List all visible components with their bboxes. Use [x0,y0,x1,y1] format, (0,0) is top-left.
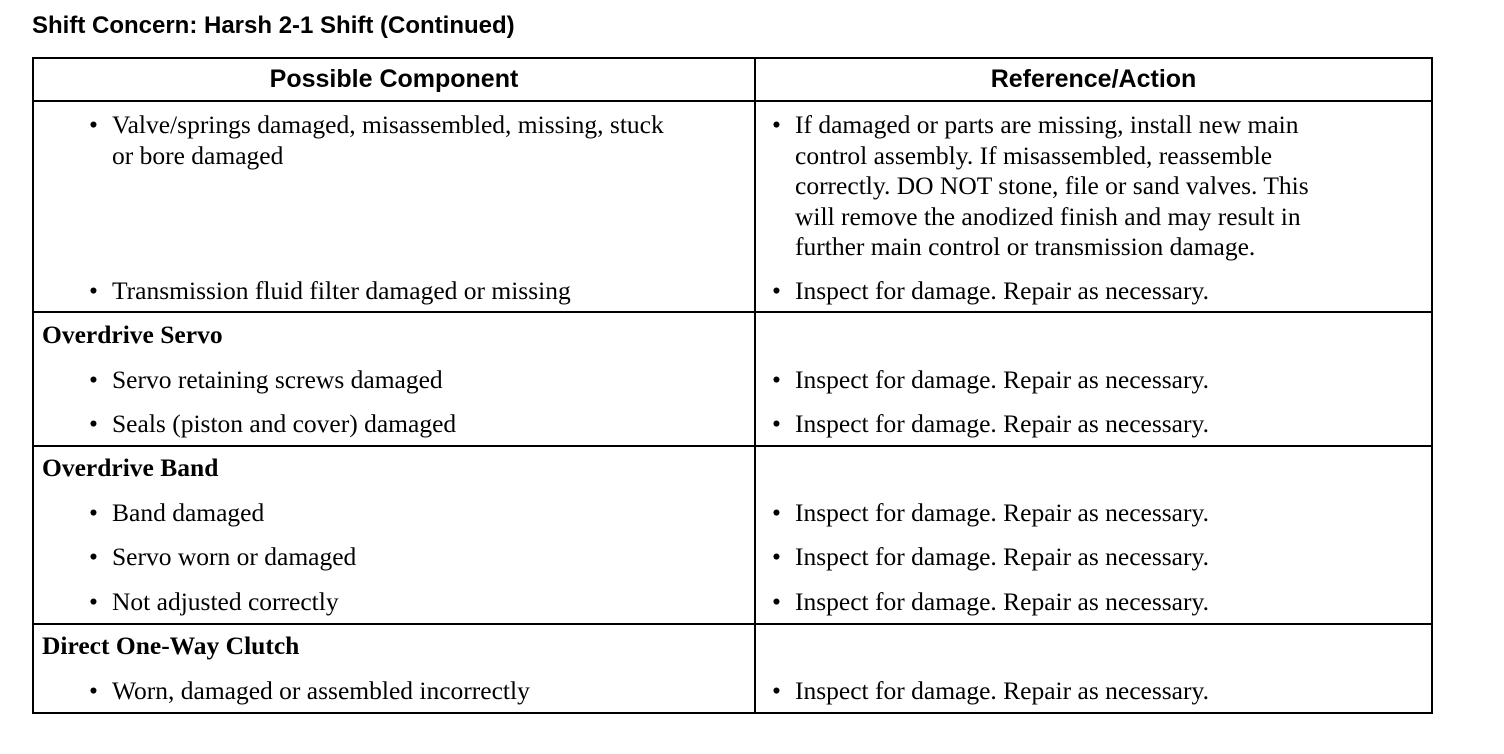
page-title: Shift Concern: Harsh 2-1 Shift (Continued) [32,12,515,39]
text-line: Valve/springs damaged, misassembled, missing, stuck [112,110,664,139]
bullet: • [772,276,781,305]
text-line: control assembly. If misassembled, reassemble [795,140,1273,170]
bullet: • [89,365,98,394]
column-header-component: Possible Component [269,65,519,93]
bullet: • [772,676,781,705]
action-cell: Inspect for damage. Repair as necessary. [795,276,1209,305]
section-heading: Overdrive Band [42,453,219,482]
text-line: further main control or transmission damage. [795,232,1256,261]
row-divider [32,311,1433,313]
section-heading: Direct One-Way Clutch [42,631,300,660]
component-cell: Transmission fluid filter damaged or missing [112,276,571,305]
row-divider [32,445,1433,447]
component-cell: Band damaged [112,498,265,527]
action-cell: Inspect for damage. Repair as necessary. [795,542,1209,571]
action-cell: Inspect for damage. Repair as necessary. [795,409,1209,438]
bullet: • [772,542,781,571]
component-cell: Servo worn or damaged [112,542,357,571]
action-cell: Inspect for damage. Repair as necessary. [795,587,1209,616]
component-cell: Not adjusted correctly [112,587,339,616]
bullet: • [89,276,98,305]
bullet: • [772,365,781,394]
bullet: • [89,498,98,527]
bullet: • [89,587,98,616]
bullet: • [772,409,781,438]
header-divider [32,100,1433,102]
bullet: • [772,110,781,139]
component-cell: Seals (piston and cover) damaged [112,409,457,438]
bullet: • [89,409,98,438]
bullet: • [772,587,781,616]
column-header-action: Reference/Action [990,65,1197,93]
action-cell: Inspect for damage. Repair as necessary. [795,676,1209,705]
bullet: • [89,542,98,571]
text-line: correctly. DO NOT stone, file or sand valves. This [795,171,1309,200]
text-line: will remove the anodized finish and may result in [795,201,1301,231]
text-line: If damaged or parts are missing, install new main [795,110,1299,139]
text-line: or bore damaged [112,140,284,170]
action-cell: Inspect for damage. Repair as necessary. [795,498,1209,527]
bullet: • [89,676,98,705]
bullet: • [772,498,781,527]
section-heading: Overdrive Servo [42,320,223,349]
action-cell [795,110,1415,263]
component-cell: Worn, damaged or assembled incorrectly [112,676,530,705]
column-divider [754,57,756,714]
component-cell: Servo retaining screws damaged [112,365,443,394]
action-cell: Inspect for damage. Repair as necessary. [795,365,1209,394]
row-divider [32,623,1433,625]
bullet: • [89,110,98,139]
component-cell [112,110,742,171]
